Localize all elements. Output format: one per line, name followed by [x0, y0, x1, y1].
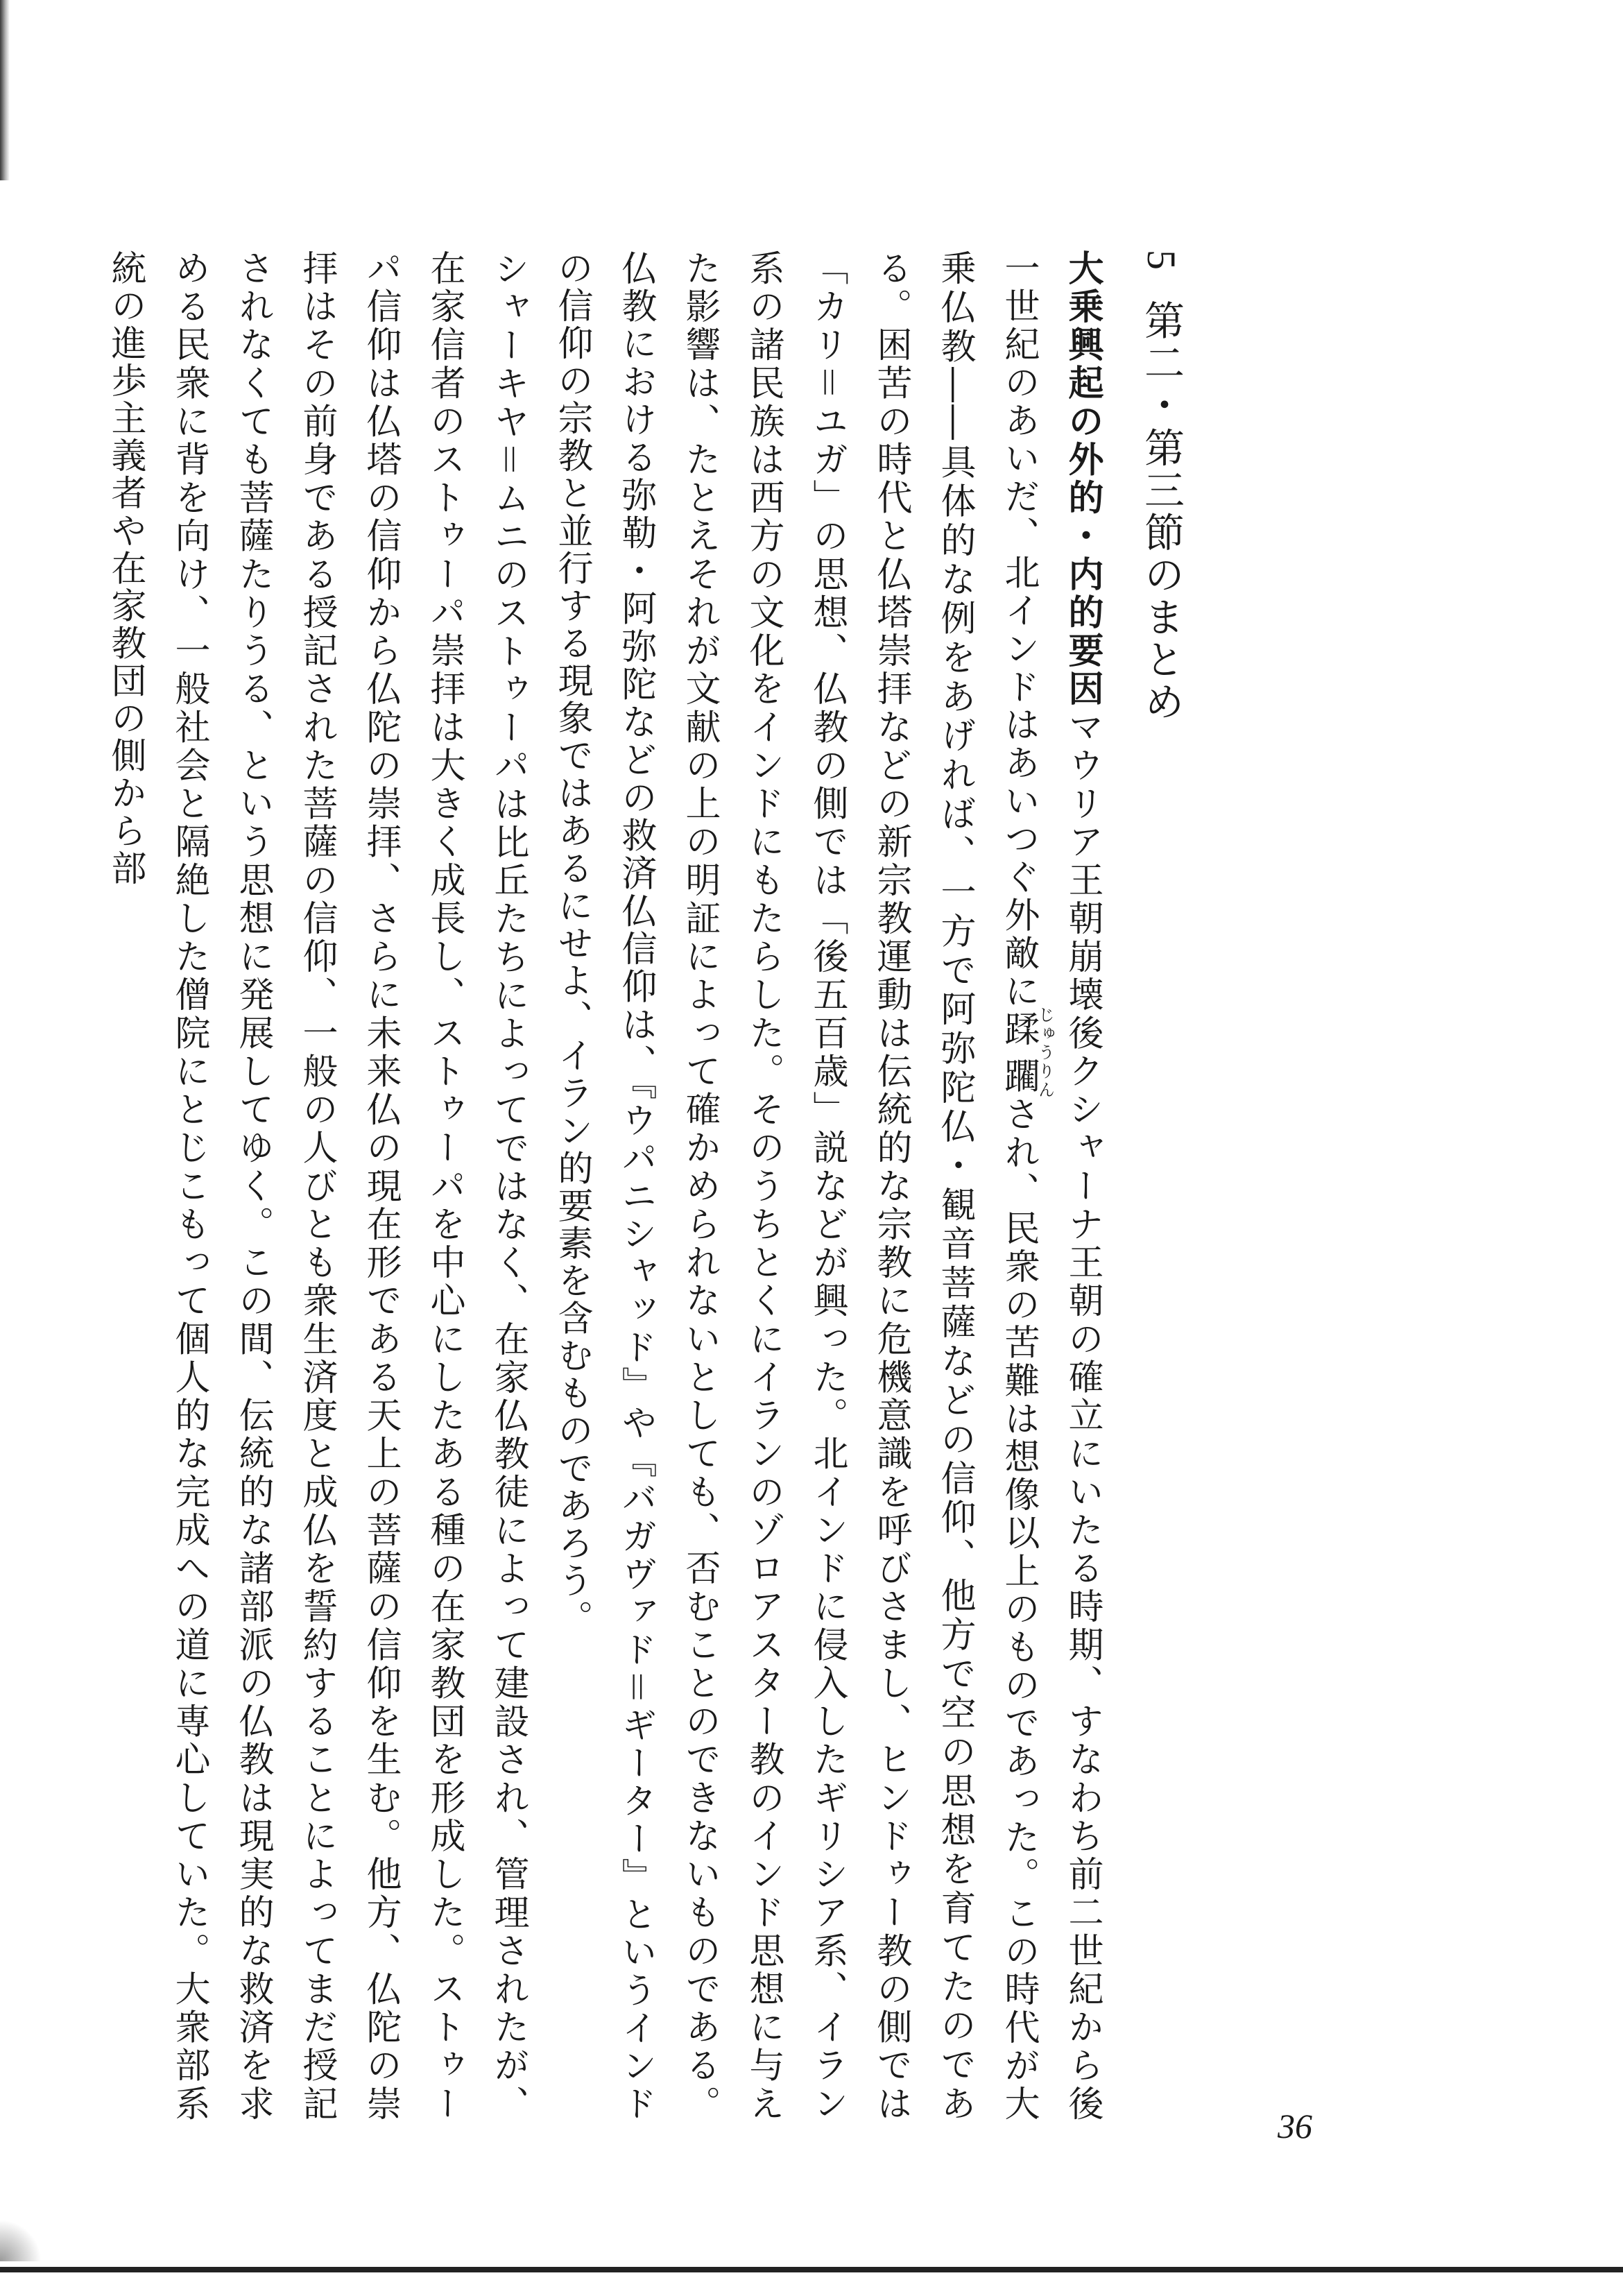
ruby-annotation: 蹂躙じゅうりん: [998, 1006, 1055, 1100]
scan-smudge-artifact: [0, 2220, 42, 2261]
ruby-reading: じゅうりん: [1035, 1006, 1055, 1100]
subheading: 大乗興起の外的・内的要因: [1062, 250, 1103, 709]
paragraph-text: シャーキヤ＝ムニのストゥーパは比丘たちによってではなく、在家仏教徒によって建設され、管理されたが、在家信者のストゥーパ崇拝は大きく成長し、ストゥーパを中心にしたある種の在家教団を形成した。ストゥーパ信仰は仏塔の信仰から仏陀の崇拝、さらに未来仏の現在形である天上の菩薩の信仰を生む。他方、仏陀の崇拝はその前身である授記された菩薩の信仰、一般の人びとも衆生済度と成仏を誓約することによってまだ授記されなくても菩薩たりうる、という思想に発展してゆく。この間、伝統的な諸部派の仏教は現実的な救済を求める民衆に背を向け、一般社会と隔絶した僧院にとじこもって個人的な完成への道に専心していた。大衆部系統の進歩主義者や在家教団の側から部: [105, 250, 529, 2123]
vertical-text-block: [93, 250, 1193, 2123]
scan-edge-artifact: [0, 0, 10, 180]
paragraph-text: マウリア王朝崩壊後クシャーナ王朝の確立にいたる時期、すなわち前二世紀から後一世紀のあいだ、北インドはあいつぐ外敵に蹂躙じゅうりんされ、民衆の苦難は想像以上のものであった。この時代が大乗仏教――具体的な例をあげれば、一方で阿弥陀仏・観音菩薩などの信仰、他方で空の思想を育てたのである。困苦の時代と仏塔崇拝などの新宗教運動は伝統的な宗教に危機意識を呼びさまし、ヒンドゥー教の側では「カリ＝ユガ」の思想、仏教の側では「後五百歳」説などが興った。北インドに侵入したギリシア系、イラン系の諸民族は西方の文化をインドにもたらした。そのうちとくにイランのゾロアスター教のインド思想に与えた影響は、たとえそれが文献の上の明証によって確かめられないとしても、否むことのできないものである。仏教における弥勒・阿弥陀などの救済仏信仰は、『ウパニシャッド』や『バガヴァド＝ギーター』というインドの信仰の宗教と並行する現象ではあるにせよ、イラン的要素を含むものであろう。: [551, 250, 1103, 2123]
scan-bottom-edge: [0, 2267, 1623, 2272]
section-number: 5: [1139, 250, 1184, 273]
section-title: 第二・第三節のまとめ: [1137, 300, 1185, 723]
paragraph-1: [540, 250, 1114, 2123]
page-number: 36: [1278, 2107, 1312, 2145]
paragraph-2: [93, 250, 540, 2123]
section-heading: [1129, 250, 1193, 2123]
